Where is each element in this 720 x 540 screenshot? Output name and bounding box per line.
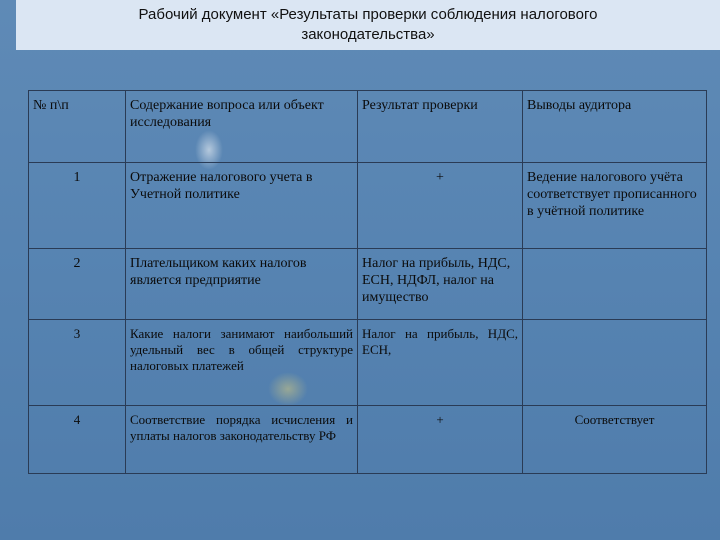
row-result: + [358, 406, 523, 474]
row-conclusion: Ведение налогового учёта соответствует прописанного в учётной политике [523, 163, 707, 249]
row-conclusion: Соответствует [523, 406, 707, 474]
row-question: Отражение налогового учета в Учетной политике [126, 163, 358, 249]
document-title-line-2: законодательства» [301, 26, 435, 43]
title-bar [16, 0, 720, 50]
row-question: Какие налоги занимают наибольший удельный вес в общей структуре налоговых платежей [126, 320, 358, 406]
row-num: 1 [29, 163, 126, 249]
header-question: Содержание вопроса или объект исследования [126, 91, 358, 163]
document-title [68, 5, 668, 45]
header-num: № п\п [29, 91, 126, 163]
row-question: Соответствие порядка исчисления и уплаты налогов законодательству РФ [126, 406, 358, 474]
table-row [29, 249, 707, 320]
row-conclusion [523, 249, 707, 320]
row-num: 2 [29, 249, 126, 320]
row-result: + [358, 163, 523, 249]
header-conclusion: Выводы аудитора [523, 91, 707, 163]
document-title-line-1: Рабочий документ «Результаты проверки соблюдения налогового [138, 6, 598, 23]
header-result: Результат проверки [358, 91, 523, 163]
row-conclusion [523, 320, 707, 406]
row-question: Плательщиком каких налогов является предприятие [126, 249, 358, 320]
table-row [29, 320, 707, 406]
row-result: Налог на прибыль, НДС, ЕСН, НДФЛ, налог на имущество [358, 249, 523, 320]
row-num: 3 [29, 320, 126, 406]
table-row [29, 406, 707, 474]
row-result: Налог на прибыль, НДС, ЕСН, [358, 320, 523, 406]
audit-results-table [28, 90, 707, 474]
row-num: 4 [29, 406, 126, 474]
table-header-row [29, 91, 707, 163]
table-row [29, 163, 707, 249]
